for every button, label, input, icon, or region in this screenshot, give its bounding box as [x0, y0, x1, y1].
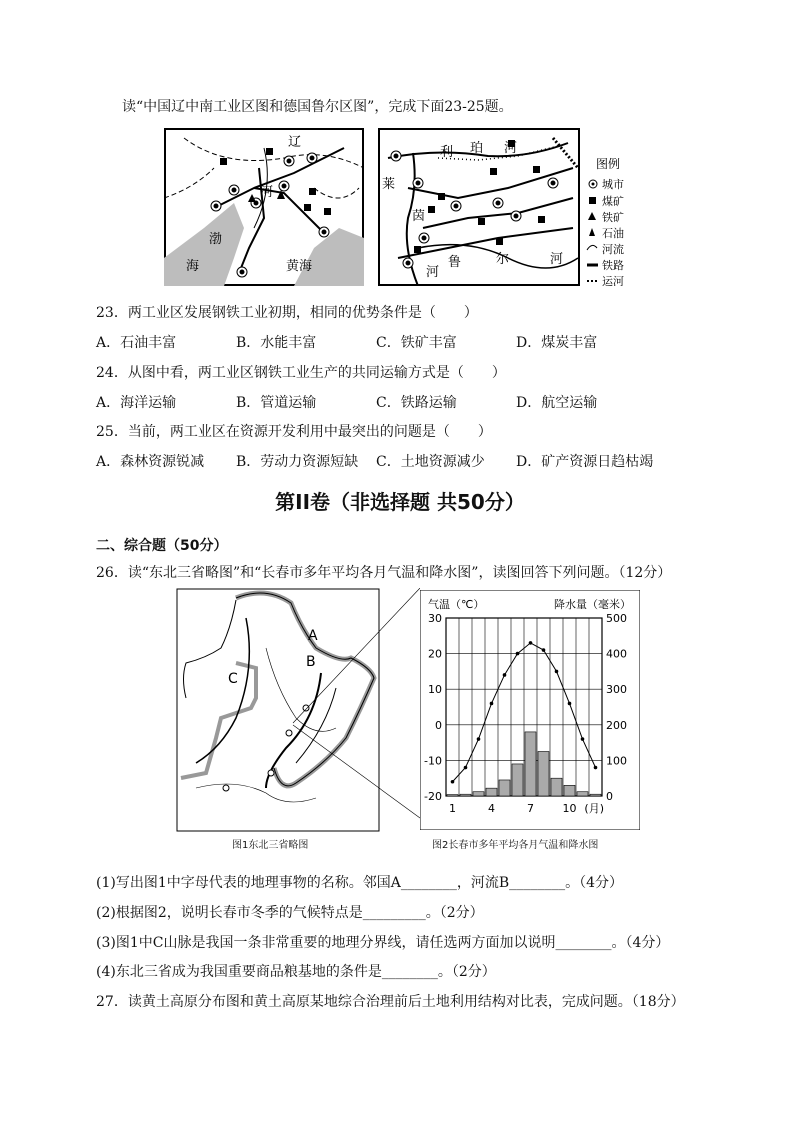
q26-sub3: (3)图1中C山脉是我国一条非常重要的地理分界线，请任选两方面加以说明________。（4分） — [96, 935, 670, 951]
y-right-tick: 0 — [606, 790, 613, 803]
q26-sub1: (1)写出图1中字母代表的地理事物的名称。邻国A________，河流B________。（4分） — [96, 875, 624, 891]
temperature-point — [516, 652, 520, 656]
map2-label-he1: 河 — [504, 141, 518, 156]
q24-option-b[interactable]: B．管道运输 — [236, 395, 317, 411]
temperature-point — [503, 673, 507, 677]
q25-option-d[interactable]: D．矿产资源日趋枯竭 — [516, 454, 654, 470]
legend-iron: 铁矿 — [602, 211, 624, 224]
precip-bar — [499, 780, 510, 796]
q27-stem: 27．读黄土高原分布图和黄土高原某地综合治理前后土地利用结构对比表，完成问题。（18分） — [96, 994, 685, 1010]
y-left-tick: 0 — [435, 718, 442, 732]
map1-label-hai: 海 — [186, 259, 200, 274]
q23-option-c[interactable]: C．铁矿丰富 — [376, 335, 457, 351]
map1-label-bo: 渤 — [209, 232, 223, 247]
y-left-tick: -10 — [424, 754, 442, 768]
precip-bar — [460, 794, 471, 796]
y-right-label: 降水量（毫米） — [554, 598, 631, 611]
fig1-caption: 图1东北三省略图 — [232, 840, 309, 851]
y-left-tick: 30 — [428, 612, 442, 625]
q24-option-c[interactable]: C．铁路运输 — [376, 395, 457, 411]
precip-bar — [538, 752, 549, 797]
map2-label-lai: 莱 — [382, 177, 396, 192]
q26-sub4: (4)东北三省成为我国重要商品粮基地的条件是________。（2分） — [96, 964, 496, 980]
precip-bar — [447, 795, 458, 796]
ruhr-map — [378, 128, 636, 286]
part2-heading: 二、综合题（50分） — [96, 538, 228, 554]
q26-sub2: (2)根据图2，说明长春市冬季的气候特点是_________。（2分） — [96, 905, 484, 921]
q25-option-c[interactable]: C．土地资源减少 — [376, 454, 485, 470]
map-zoom-lines — [290, 588, 420, 828]
legend-railway: 铁路 — [602, 259, 624, 272]
map2-label-lu: 鲁 — [448, 255, 462, 270]
map1-label-liao: 辽 — [288, 135, 302, 150]
legend-title: 图例 — [596, 157, 621, 171]
temperature-point — [464, 766, 468, 770]
temperature-point — [568, 702, 572, 706]
x-tick: (月) — [584, 802, 604, 815]
temperature-point — [529, 641, 533, 645]
legend-city: 城市 — [602, 178, 624, 191]
map1-label-huanghai: 黄海 — [286, 259, 313, 274]
legend-oil: 石油 — [602, 227, 624, 240]
temperature-point — [542, 648, 546, 652]
y-left-tick: -20 — [424, 790, 442, 803]
x-tick: 4 — [488, 802, 495, 815]
map-label-c: C — [228, 671, 238, 687]
q24-option-d[interactable]: D．航空运输 — [516, 395, 598, 411]
map2-label-he3: 河 — [550, 252, 564, 267]
q23-stem: 23．两工业区发展钢铁工业初期，相同的优势条件是（ ） — [96, 305, 478, 321]
fig2-caption: 图2长春市多年平均各月气温和降水图 — [432, 840, 599, 851]
temperature-point — [477, 737, 481, 741]
q26-stem: 26．读“东北三省略图”和“长春市多年平均各月气温和降水图”，读图回答下列问题。（12分） — [96, 565, 672, 581]
y-right-tick: 200 — [606, 718, 627, 732]
y-right-tick: 400 — [606, 647, 627, 661]
legend-river: 河流 — [602, 243, 624, 256]
map2-label-he2: 河 — [426, 265, 440, 280]
precip-bar — [512, 764, 523, 796]
map-label-b: B — [306, 654, 316, 670]
q25-stem: 25．当前，两工业区在资源开发利用中最突出的问题是（ ） — [96, 424, 492, 440]
precip-bar — [525, 732, 536, 796]
precip-bar — [590, 794, 601, 796]
liaozhongnan-map — [164, 128, 364, 286]
x-tick: 1 — [449, 802, 456, 815]
y-right-tick: 300 — [606, 683, 627, 697]
map2-label-po: 珀 — [470, 141, 484, 156]
q24-stem: 24．从图中看，两工业区钢铁工业生产的共同运输方式是（ ） — [96, 365, 506, 381]
climate-chart — [420, 590, 640, 830]
temperature-point — [490, 702, 494, 706]
precip-bar — [551, 778, 562, 796]
temperature-point — [451, 780, 455, 784]
temperature-point — [581, 737, 585, 741]
legend-coal: 煤矿 — [602, 195, 624, 208]
q25-option-b[interactable]: B．劳动力资源短缺 — [236, 454, 359, 470]
precip-bar — [564, 785, 575, 796]
q23-option-a[interactable]: A．石油丰富 — [96, 335, 177, 351]
x-tick: 10 — [562, 802, 577, 815]
y-left-label: 气温（℃） — [428, 598, 485, 611]
q24-option-a[interactable]: A．海洋运输 — [96, 395, 177, 411]
temperature-point — [594, 766, 598, 770]
section2-title: 第II卷（非选择题 共50分） — [275, 490, 525, 514]
map-label-a: A — [308, 628, 318, 644]
q25-option-a[interactable]: A．森林资源锐减 — [96, 454, 205, 470]
y-right-tick: 100 — [606, 754, 627, 768]
map2-label-er: 尔 — [496, 252, 510, 267]
legend-canal: 运河 — [602, 275, 624, 286]
y-right-tick: 500 — [606, 612, 627, 625]
y-left-tick: 20 — [428, 647, 442, 661]
intro-text: 读“中国辽中南工业区图和德国鲁尔区图”，完成下面23-25题。 — [122, 99, 513, 115]
temperature-point — [555, 670, 559, 674]
precip-bar — [486, 788, 497, 796]
y-left-tick: 10 — [428, 683, 442, 697]
precip-bar — [577, 792, 588, 796]
q23-option-b[interactable]: B．水能丰富 — [236, 335, 317, 351]
precip-bar — [473, 792, 484, 796]
x-tick: 7 — [527, 802, 534, 815]
map2-label-li: 利 — [440, 145, 454, 160]
q23-option-d[interactable]: D．煤炭丰富 — [516, 335, 598, 351]
map2-label-yin: 茵 — [412, 209, 426, 224]
map1-label-he: 河 — [260, 185, 274, 200]
